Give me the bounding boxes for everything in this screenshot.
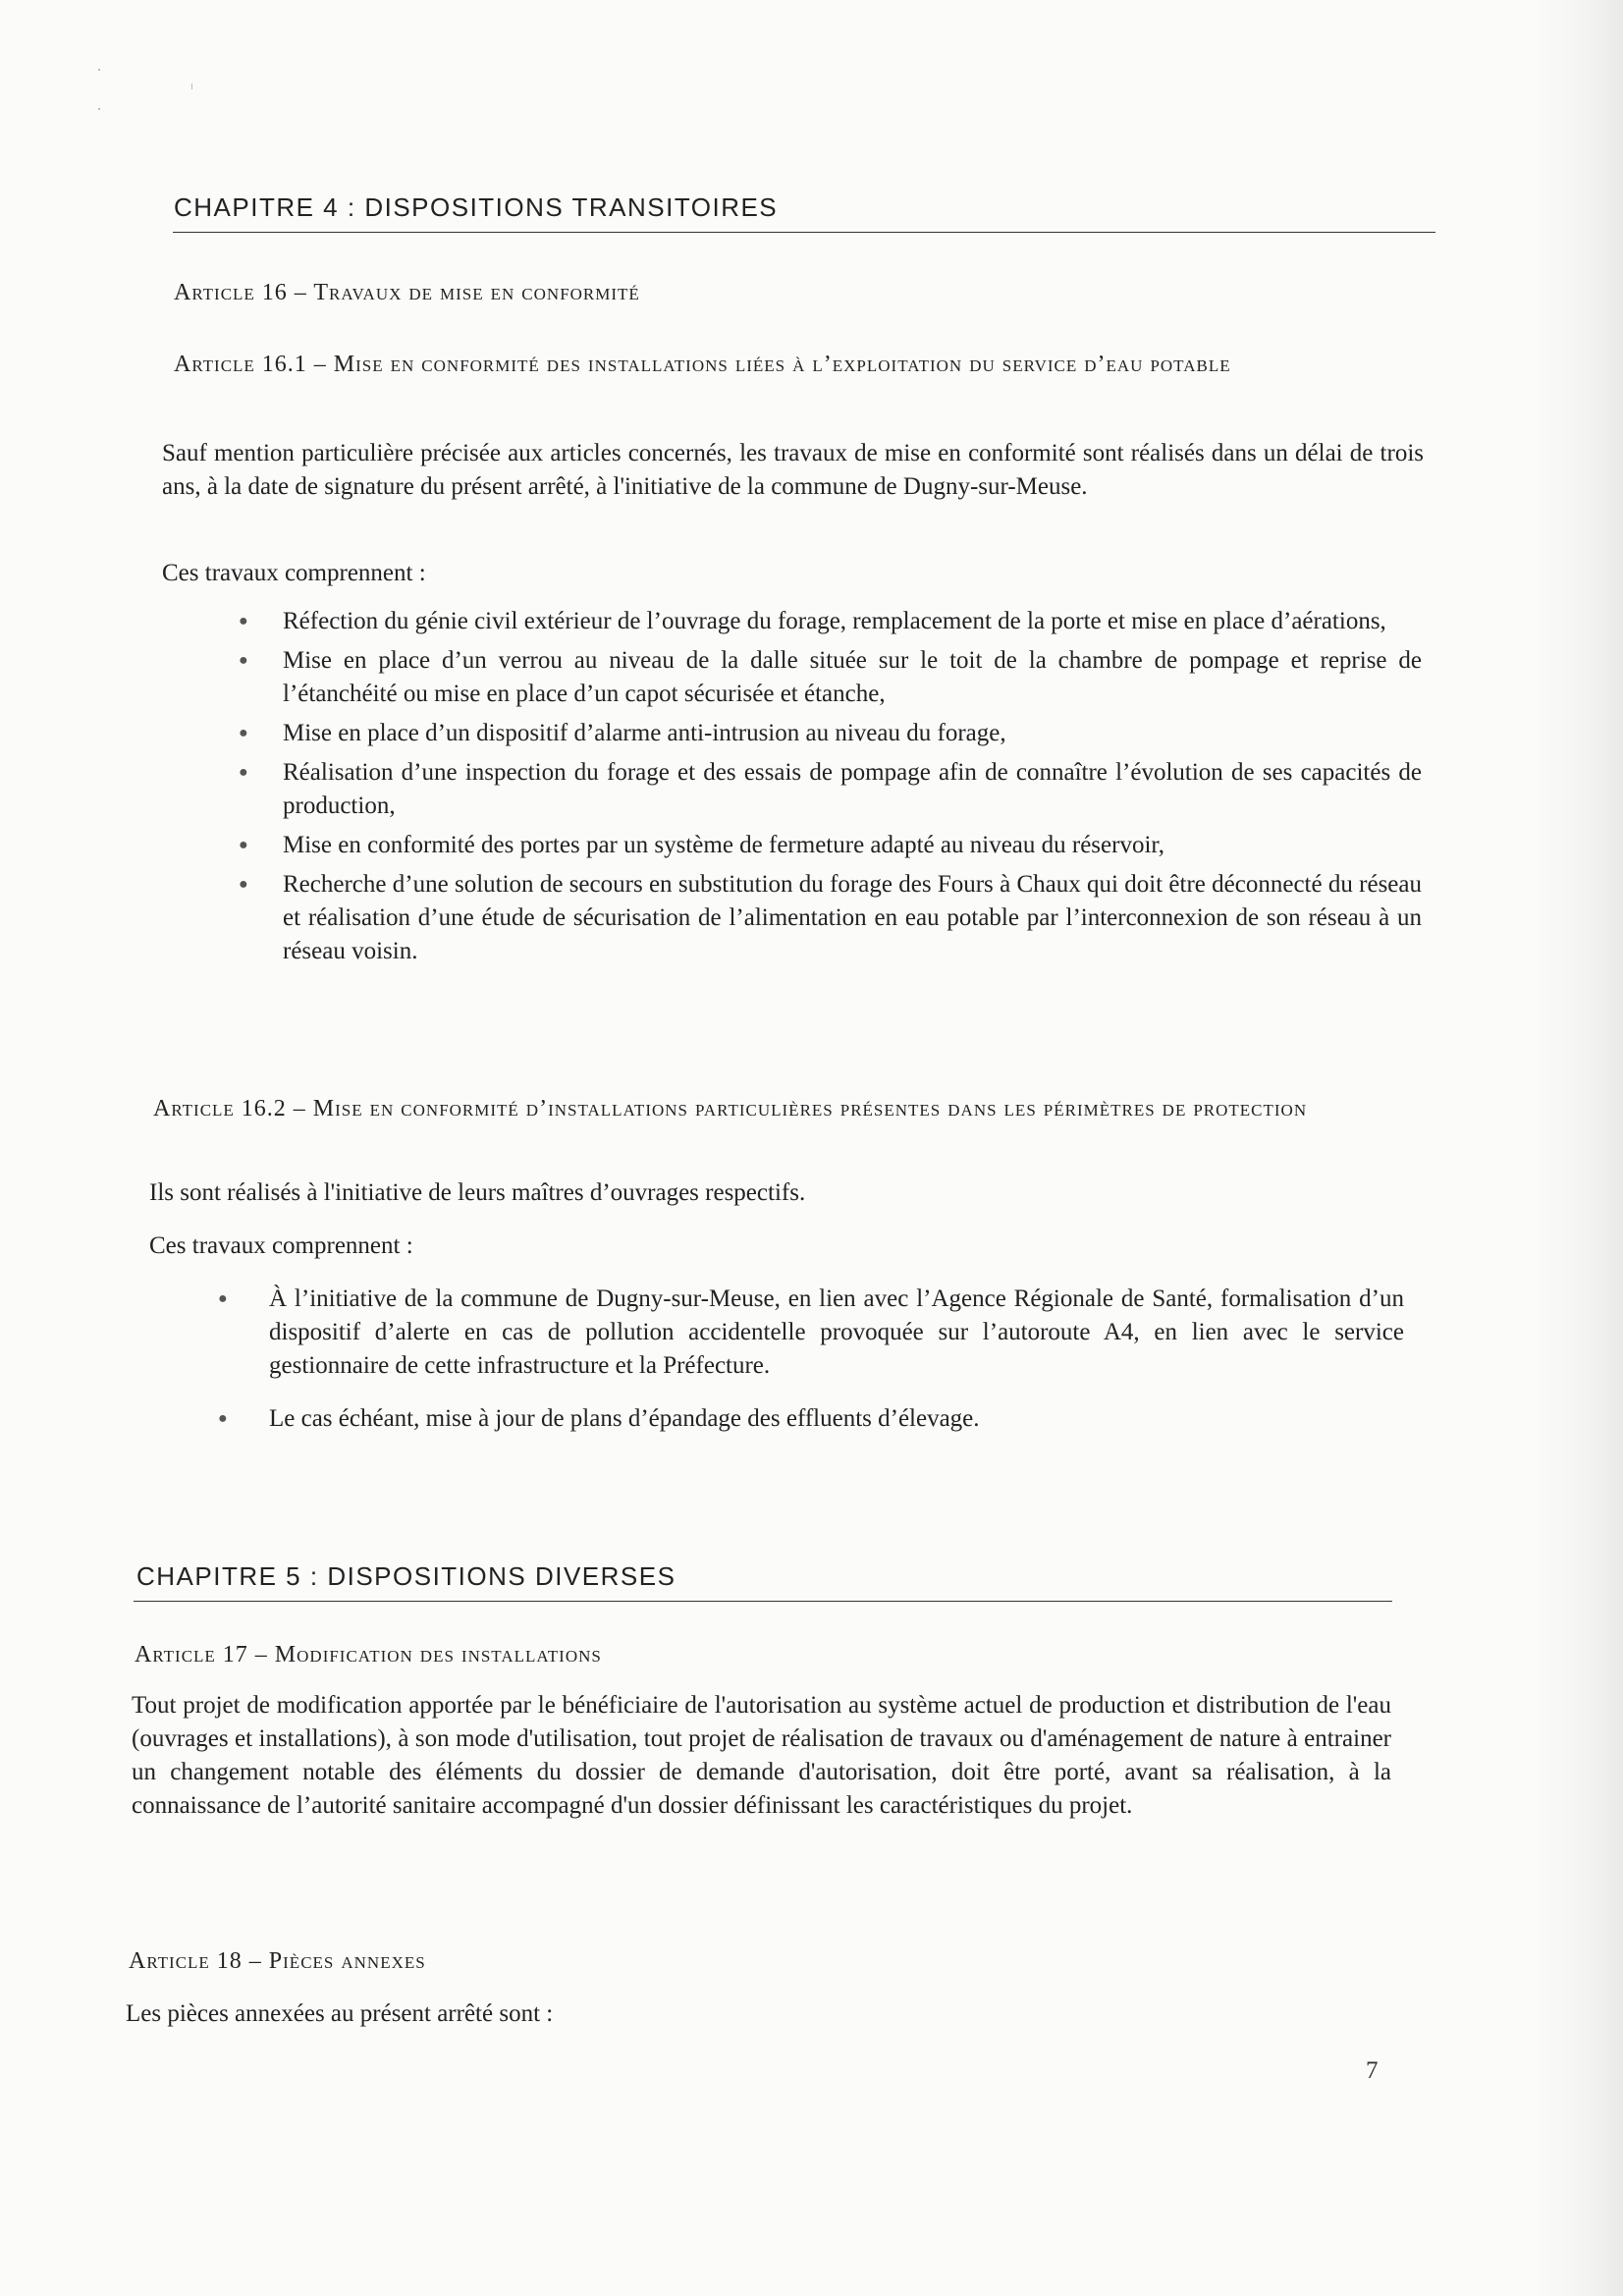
- page-number: 7: [1366, 2057, 1379, 2084]
- article-17-heading: Article 17 – Modification des installations: [135, 1642, 602, 1667]
- list-item-text: Mise en conformité des portes par un système de fermeture adapté au niveau du réservoir,: [283, 832, 1164, 858]
- chapter-5-rule: [134, 1601, 1392, 1602]
- chapter-4-rule: [173, 232, 1435, 233]
- list-item-text: Réalisation d’une inspection du forage et des essais de pompage afin de connaître l’évolution de ses capacités de production,: [283, 759, 1422, 819]
- bullet-icon: ●: [218, 1410, 228, 1427]
- chapter-5-title: CHAPITRE 5 : DISPOSITIONS DIVERSES: [136, 1561, 676, 1591]
- article-18-body: Les pièces annexées au présent arrêté sont :: [126, 2000, 554, 2027]
- bullet-icon: ●: [239, 725, 248, 741]
- bullet-icon: ●: [239, 764, 248, 781]
- bullet-icon: ●: [239, 876, 248, 893]
- article-16-2-lead: Ces travaux comprennent :: [149, 1232, 413, 1259]
- list-item-text: Réfection du génie civil extérieur de l’ouvrage du forage, remplacement de la porte et mise en place d’aérations,: [283, 608, 1386, 634]
- list-item: [239, 644, 1422, 711]
- article-16-heading: Article 16 – Travaux de mise en conformité: [174, 280, 640, 305]
- scan-speck: [98, 108, 100, 110]
- list-item: [239, 829, 1422, 862]
- bullet-icon: ●: [239, 613, 248, 629]
- article-16-1-list: [239, 605, 1422, 968]
- article-16-2-heading: Article 16.2 – Mise en conformité d’installations particulières présentes dans les périmètres de protection: [153, 1096, 1308, 1121]
- list-item-text: Mise en place d’un verrou au niveau de la dalle située sur le toit de la chambre de pompage et reprise de l’étanchéité ou mise en place d’un capot sécurisée et étanche,: [283, 647, 1422, 707]
- list-item-text: Mise en place d’un dispositif d’alarme anti-intrusion au niveau du forage,: [283, 720, 1006, 746]
- article-17-body: Tout projet de modification apportée par le bénéficiaire de l'autorisation au système actuel de production et distribution de l'eau (ouvrages et installations), à son mode d'utilisation, tout projet de réalisation de travaux ou d'aménagement de nature à entrainer un changement notable des éléments du dossier de demande d'autorisation, doit être porté, avant sa réalisation, à la connaissance de l’autorité sanitaire accompagné d'un dossier définissant les caractéristiques du projet.: [132, 1692, 1391, 1819]
- list-item: [218, 1283, 1404, 1383]
- list-item: [218, 1402, 1404, 1436]
- list-item: [239, 756, 1422, 823]
- list-item-text: À l’initiative de la commune de Dugny-sur-Meuse, en lien avec l’Agence Régionale de Santé, formalisation d’un dispositif d’alerte en cas de pollution accidentelle provoquée sur l’autoroute A4, en lien avec le service gestionnaire de cette infrastructure et la Préfecture.: [269, 1285, 1404, 1379]
- article-16-1-lead: Ces travaux comprennent :: [162, 560, 426, 586]
- scan-speck: [191, 83, 192, 89]
- list-item-text: Recherche d’une solution de secours en substitution du forage des Fours à Chaux qui doit être déconnecté du réseau et réalisation d’une étude de sécurisation de l’alimentation en eau potable par l’interconnexion de son réseau à un réseau voisin.: [283, 871, 1422, 964]
- bullet-icon: ●: [239, 837, 248, 853]
- article-18-heading: Article 18 – Pièces annexes: [129, 1948, 426, 1974]
- chapter-4-title: CHAPITRE 4 : DISPOSITIONS TRANSITOIRES: [174, 192, 779, 222]
- list-item: [239, 605, 1422, 638]
- list-item: [239, 717, 1422, 750]
- article-16-1-intro: Sauf mention particulière précisée aux articles concernés, les travaux de mise en conformité sont réalisés dans un délai de trois ans, à la date de signature du présent arrêté, à l'initiative de la commune de Dugny-sur-Meuse.: [162, 440, 1424, 500]
- scan-speck: [98, 69, 100, 71]
- list-item-text: Le cas échéant, mise à jour de plans d’épandage des effluents d’élevage.: [269, 1405, 980, 1432]
- bullet-icon: ●: [218, 1290, 228, 1307]
- article-16-2-intro: Ils sont réalisés à l'initiative de leurs maîtres d’ouvrages respectifs.: [149, 1179, 806, 1206]
- list-item: [239, 868, 1422, 968]
- scan-edge-shadow: [1535, 0, 1623, 2296]
- article-16-2-list: [218, 1283, 1404, 1436]
- bullet-icon: ●: [239, 652, 248, 669]
- article-16-1-heading: Article 16.1 – Mise en conformité des installations liées à l’exploitation du service d’eau potable: [174, 352, 1231, 377]
